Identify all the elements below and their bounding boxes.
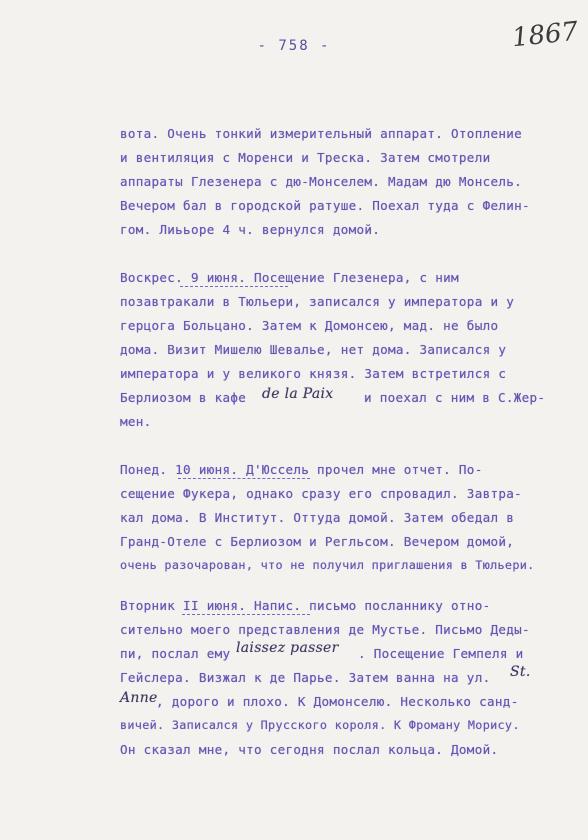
text-line: аппараты Глезенера с дю-Монселем. Мадам дю Монсель. bbox=[120, 174, 522, 189]
text-line: Вторник II июня. Напис. письмо посланнику отно- bbox=[120, 598, 491, 613]
handwritten-insert: de la Paix bbox=[262, 386, 334, 402]
text-line: вичей. Записался у Прусского короля. К Фроману Морису. bbox=[120, 718, 520, 732]
text-line: Понед. 10 июня. Д'Юссель прочел мне отчет. По- bbox=[120, 462, 483, 477]
text-line: сительно моего представления де Мустье. Письмо Деды- bbox=[120, 622, 530, 637]
handwritten-year: 1867 bbox=[510, 16, 580, 54]
text-line: мен. bbox=[120, 414, 152, 429]
text-line: Воскрес. 9 июня. Посещение Глезенера, с ним bbox=[120, 270, 459, 285]
text-line: пи, послал ему bbox=[120, 646, 231, 661]
text-line: и поехал с ним в С.Жер- bbox=[364, 390, 546, 405]
date-underline bbox=[180, 286, 288, 287]
text-line: Гейслера. Визжал к де Парье. Затем ванна на ул. bbox=[120, 670, 491, 685]
handwritten-insert: Anne bbox=[120, 690, 158, 706]
text-line: Он сказал мне, что сегодня послал кольца. Домой. bbox=[120, 742, 499, 757]
text-line: императора и у великого князя. Затем встретился с bbox=[120, 366, 507, 381]
text-line: , дорого и плохо. К Домонселю. Несколько санд- bbox=[156, 694, 519, 709]
handwritten-insert: St. bbox=[510, 664, 531, 680]
date-underline bbox=[178, 478, 310, 479]
text-line: гом. Лиььоре 4 ч. вернулся домой. bbox=[120, 222, 381, 237]
text-line: сещение Фукера, однако сразу его спровадил. Завтра- bbox=[120, 486, 522, 501]
text-line: позавтракали в Тюльери, записался у императора и у bbox=[120, 294, 515, 309]
text-line: Гранд-Отеле с Берлиозом и Регльсом. Вечером домой, bbox=[120, 534, 515, 549]
text-line: . Посещение Гемпеля и bbox=[358, 646, 524, 661]
text-line: Берлиозом в кафе bbox=[120, 390, 247, 405]
date-underline bbox=[182, 614, 310, 615]
text-line: Вечером бал в городской ратуше. Поехал туда с Фелин- bbox=[120, 198, 530, 213]
text-line: кал дома. В Институт. Оттуда домой. Затем обедал в bbox=[120, 510, 515, 525]
text-line: вота. Очень тонкий измерительный аппарат. Отопление bbox=[120, 126, 522, 141]
text-line: дома. Визит Мишелю Шевалье, нет дома. Записался у bbox=[120, 342, 507, 357]
text-line: и вентиляция с Моренси и Треска. Затем смотрели bbox=[120, 150, 491, 165]
handwritten-insert: laissez passer bbox=[236, 640, 339, 656]
text-line: очень разочарован, что не получил приглашения в Тюльери. bbox=[120, 558, 535, 572]
page-number: - 758 - bbox=[257, 38, 331, 54]
text-line: герцога Больцано. Затем к Домонсею, мад. не было bbox=[120, 318, 499, 333]
